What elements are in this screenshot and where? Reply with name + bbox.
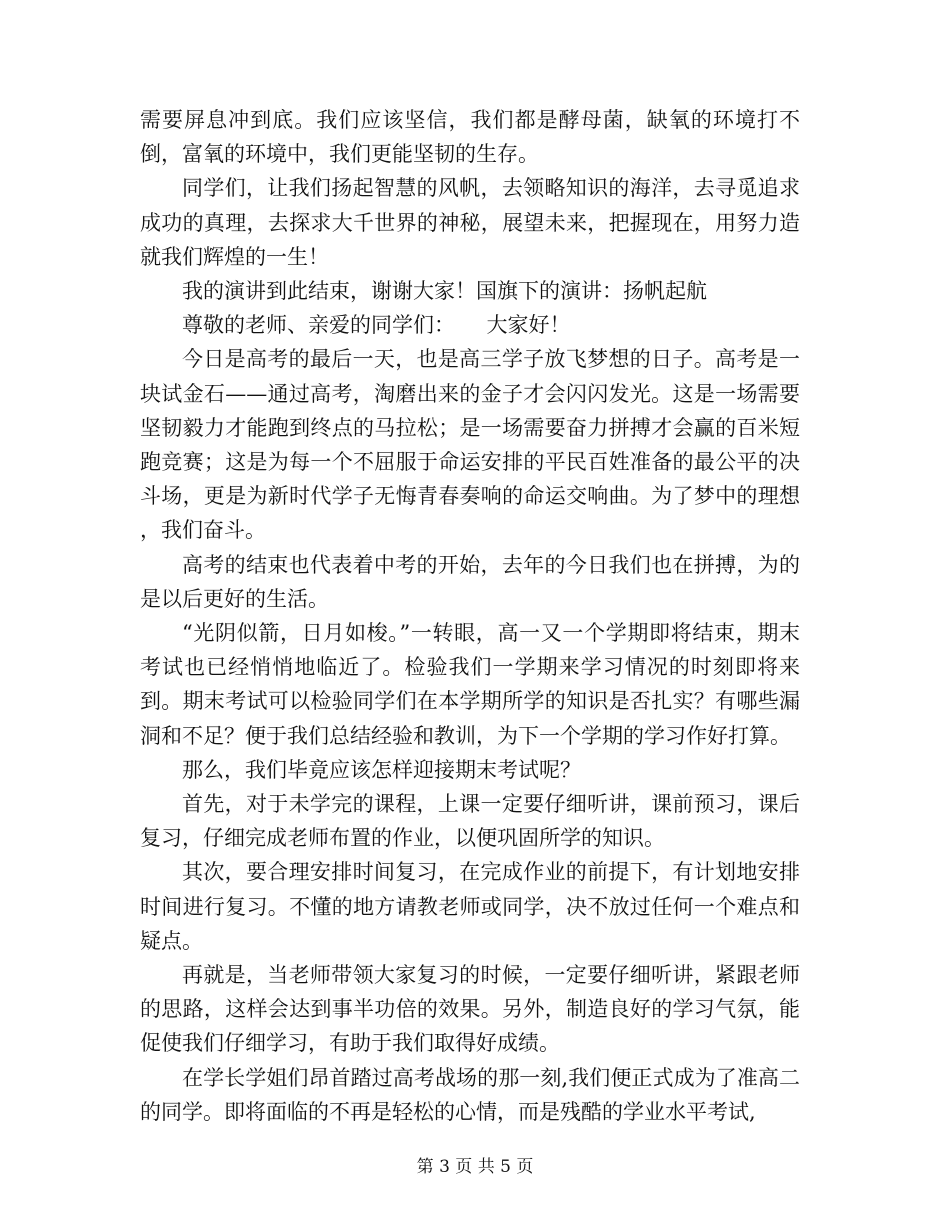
- paragraph: 首先，对于未学完的课程，上课一定要仔细听讲，课前预习，课后复习，仔细完成老师布置的作业，以便巩固所学的知识。: [140, 792, 800, 851]
- paragraph: 同学们，让我们扬起智慧的风帆，去领略知识的海洋，去寻觅追求成功的真理，去探求大千世界的神秘，展望未来，把握现在，用努力造就我们辉煌的一生！: [140, 176, 800, 269]
- paragraph: “光阴似箭，日月如梭。”一转眼，高一又一个学期即将结束，期末考试也已经悄悄地临近了。检验我们一学期来学习情况的时刻即将来到。期末考试可以检验同学们在本学期所学的知识是否扎实？有哪些漏洞和不足？便于我们总结经验和教训，为下一个学期的学习作好打算。: [140, 621, 800, 748]
- paragraph: 再就是，当老师带领大家复习的时候，一定要仔细听讲，紧跟老师的思路，这样会达到事半功倍的效果。另外，制造良好的学习气氛，能促使我们仔细学习，有助于我们取得好成绩。: [140, 963, 800, 1056]
- paragraph: 那么，我们毕竟应该怎样迎接期末考试呢？: [182, 757, 581, 782]
- paragraph: 尊敬的老师、亲爱的同学们： 大家好！: [182, 313, 571, 338]
- page-number-footer: 第 3 页 共 5 页: [416, 1157, 534, 1177]
- document-body: [140, 103, 807, 1129]
- paragraph: 高考的结束也代表着中考的开始，去年的今日我们也在拼搏，为的是以后更好的生活。: [140, 552, 800, 611]
- paragraph: 其次，要合理安排时间复习，在完成作业的前提下，有计划地安排时间进行复习。不懂的地方请教老师或同学，决不放过任何一个难点和疑点。: [140, 860, 800, 953]
- paragraph: 我的演讲到此结束，谢谢大家！国旗下的演讲：扬帆起航: [182, 279, 707, 304]
- paragraph: 今日是高考的最后一天，也是高三学子放飞梦想的日子。高考是一块试金石——通过高考，淘磨出来的金子才会闪闪发光。这是一场需要坚韧毅力才能跑到终点的马拉松；是一场需要奋力拼搏才会赢的百米短跑竞赛；这是为每一个不屈服于命运安排的平民百姓准备的最公平的决斗场，更是为新时代学子无悔青春奏响的命运交响曲。为了梦中的理想 ，我们奋斗。: [140, 347, 807, 543]
- paragraph: 在学长学姐们昂首踏过高考战场的那一刻,我们便正式成为了准高二的同学。即将面临的不再是轻松的心情，而是残酷的学业水平考试,: [140, 1065, 800, 1124]
- paragraph: 需要屏息冲到底。我们应该坚信，我们都是酵母菌，缺氧的环境打不倒，富氧的环境中，我们更能坚韧的生存。: [140, 108, 800, 167]
